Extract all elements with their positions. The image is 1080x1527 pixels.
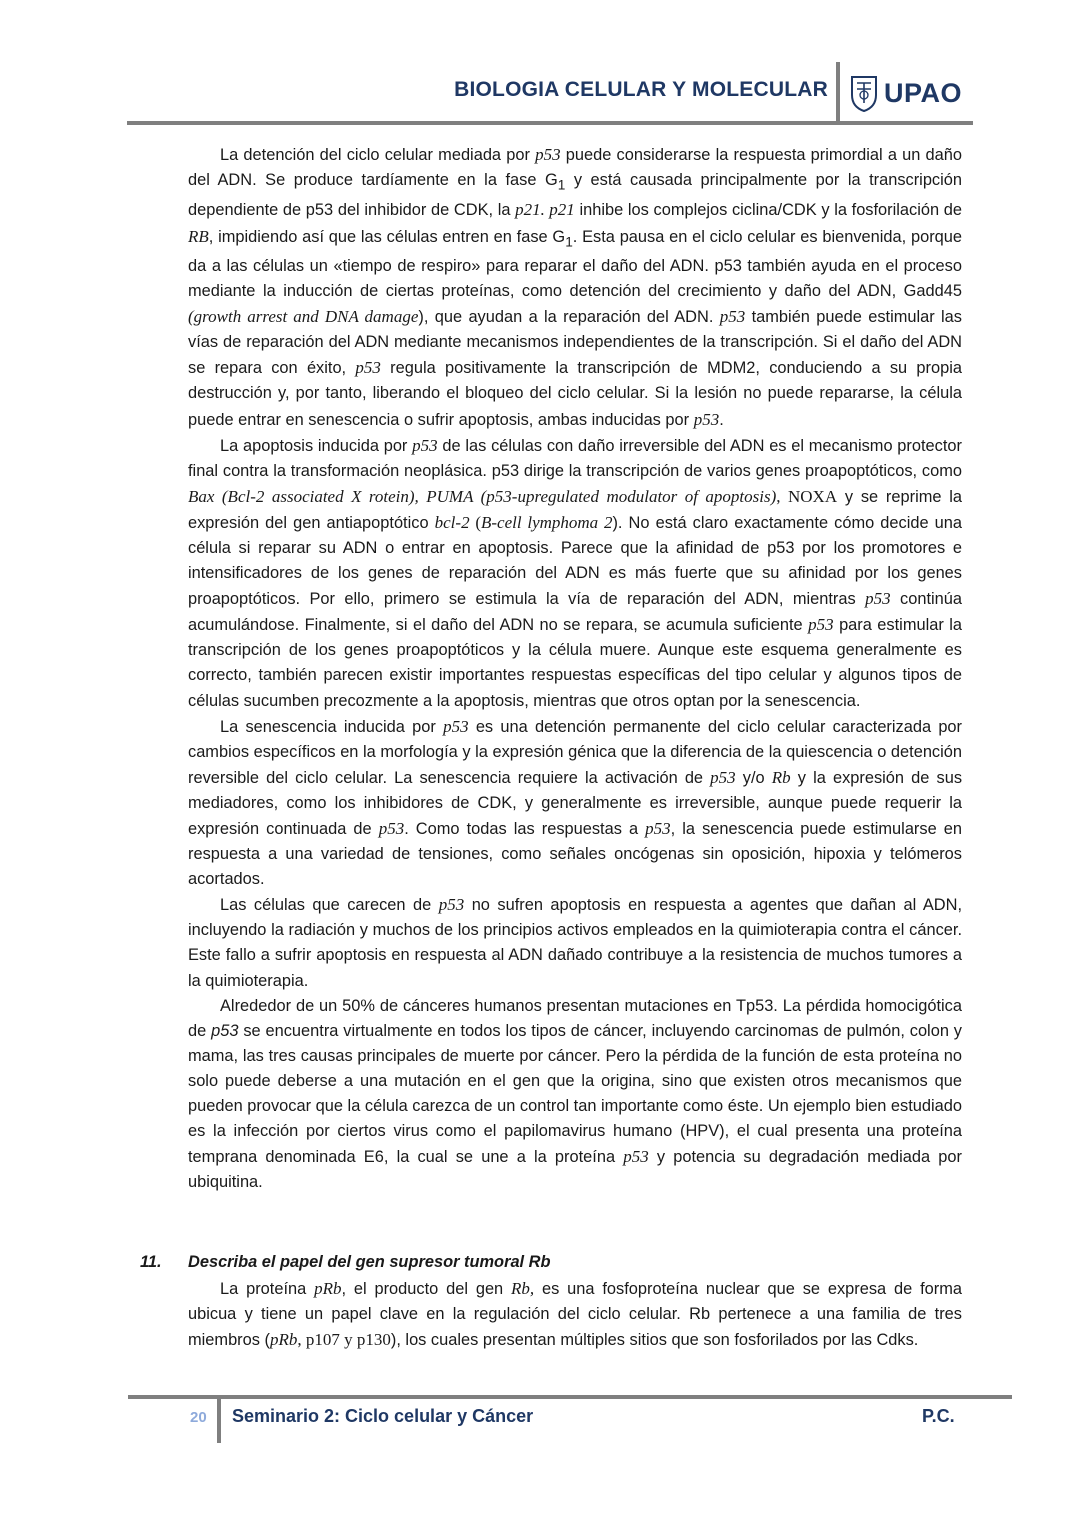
footer-author: P.C.: [922, 1406, 955, 1426]
paragraph-senescence: La senescencia inducida por p53 es una detención permanente del ciclo celular caracterizada por cambios específicos en la morfología y la expresión génica que la diferencia de la quiescencia o detención reversible del ciclo celular. La senescencia requiere la activación de p53 y/o Rb y la expresión de sus mediadores, como los inhibidores de CDK, y generalmente es irreversible, aunque puede requerir la expresión continuada de p53. Como todas las respuestas a p53, la senescencia puede estimularse en respuesta a una variedad de tensiones, como señales oncógenas sin oposición, hipoxia y telómeros acortados.: [188, 716, 963, 889]
logo-text: UPAO: [884, 77, 963, 108]
page-number: 20: [190, 1409, 207, 1426]
paragraph-apoptosis: La apoptosis inducida por p53 de las células con daño irreversible del ADN es el mecanismo protector final contra la transformación neoplásica. p53 dirige la transcripción de varios genes proapoptóticos, como Bax (Bcl-2 associated X rotein), PUMA (p53-upregulated modulator of apoptosis), NOXA y se reprime la expresión del gen antiapoptótico bcl-2 (B-cell lymphoma 2). No está claro exactamente cómo decide una célula si reparar su ADN o entrar en apoptosis. Parece que la afinidad de p53 por los promotores e intensificadores de los genes de reparación del ADN es más fuerte que su afinidad por los genes proapoptóticos. Por ello, primero se estimula la vía de reparación del ADN, mientras p53 continúa acumulándose. Finalmente, si el daño del ADN no se repara, se acumula suficiente p53 para estimular la transcripción de los genes proapoptóticos y la célula muere. Aunque este esquema generalmente es correcto, también parecen existir importantes respuestas específicas del tipo celular y algunos tipos de células sucumben precozmente a la apoptosis, mientras que otros optan por la senescencia.: [188, 435, 963, 710]
main-content: [188, 142, 962, 1195]
footer-rule: [128, 1395, 1012, 1399]
paragraph-prb: La proteína pRb, el producto del gen Rb, es una fosfoproteína nuclear que se expresa de forma ubicua y tiene un papel clave en la regulación del ciclo celular. Rb pertenece a una familia de tres miembros (pRb, p107 y p130), los cuales presentan múltiples sitios que son fosforilados por las Cdks.: [188, 1279, 962, 1350]
section-heading: [140, 1253, 551, 1272]
university-seal-icon: [848, 73, 880, 113]
upao-logo: [848, 70, 962, 116]
header-rule: [127, 121, 973, 125]
header-title: BIOLOGIA CELULAR Y MOLECULAR: [454, 78, 828, 101]
header-divider-vertical: [836, 62, 840, 124]
paragraph-cell-cycle-arrest: La detención del ciclo celular mediada por p53 puede considerarse la respuesta primordial a un daño del ADN. Se produce tardíamente en la fase $G_1$ y está causada principalmente por la transcripción dependiente de p53 del inhibidor de CDK, la p21. p21 inhibe los complejos ciclina/CDK y la fosforilación de RB, impidiendo así que las células entren en fase $G_1$. Esta pausa en el ciclo celular es bienvenida, porque da a las células un «tiempo de respiro» para reparar el daño del ADN. p53 también ayuda en el proceso mediante la inducción de ciertas proteínas, como detención del crecimiento y daño del ADN, Gadd45 (growth arrest and DNA damage), que ayudan a la reparación del ADN. p53 también puede estimular las vías de reparación del ADN mediante mecanismos independientes de la transcripción. Si el daño del ADN se repara con éxito, p53 regula positivamente la transcripción de MDM2, conduciendo a su propia destrucción y, por tanto, liberando el bloqueo del ciclo celular. Si la lesión no puede repararse, la célula puede entrar en senescencia o sufrir apoptosis, ambas inducidas por p53.: [188, 145, 963, 429]
section-content: [188, 1276, 962, 1353]
footer-divider-vertical: [217, 1395, 221, 1443]
section-title: Describa el papel del gen supresor tumoral Rb: [188, 1253, 551, 1271]
paragraph-chemo-resistance: Las células que carecen de p53 no sufren apoptosis en respuesta a agentes que dañan al ADN, incluyendo la radiación y muchos de los principios activos empleados en la quimioterapia contra el cáncer. Este fallo a sufrir apoptosis en respuesta al ADN dañado contribuye a la resistencia de muchos tumores a la quimioterapia.: [188, 895, 962, 990]
paragraph-tp53-mutations: Alrededor de un 50% de cánceres humanos presentan mutaciones en Tp53. La pérdida homocigótica de p53 se encuentra virtualmente en todos los tipos de cáncer, incluyendo carcinomas de pulmón, colon y mama, las tres causas principales de muerte por cáncer. Pero la pérdida de la función de esta proteína no solo puede deberse a una mutación en el gen que la origina, sino que existen otros mecanismos que pueden provocar que la célula carezca de un control tan importante como éste. Un ejemplo bien estudiado es la infección por ciertos virus como el papilomavirus humano (HPV), el cual presenta una proteína temprana denominada E6, la cual se une a la proteína p53 y potencia su degradación mediada por ubiquitina.: [188, 996, 962, 1192]
footer-title: Seminario 2: Ciclo celular y Cáncer: [232, 1406, 534, 1426]
section-number: 11.: [140, 1253, 162, 1271]
